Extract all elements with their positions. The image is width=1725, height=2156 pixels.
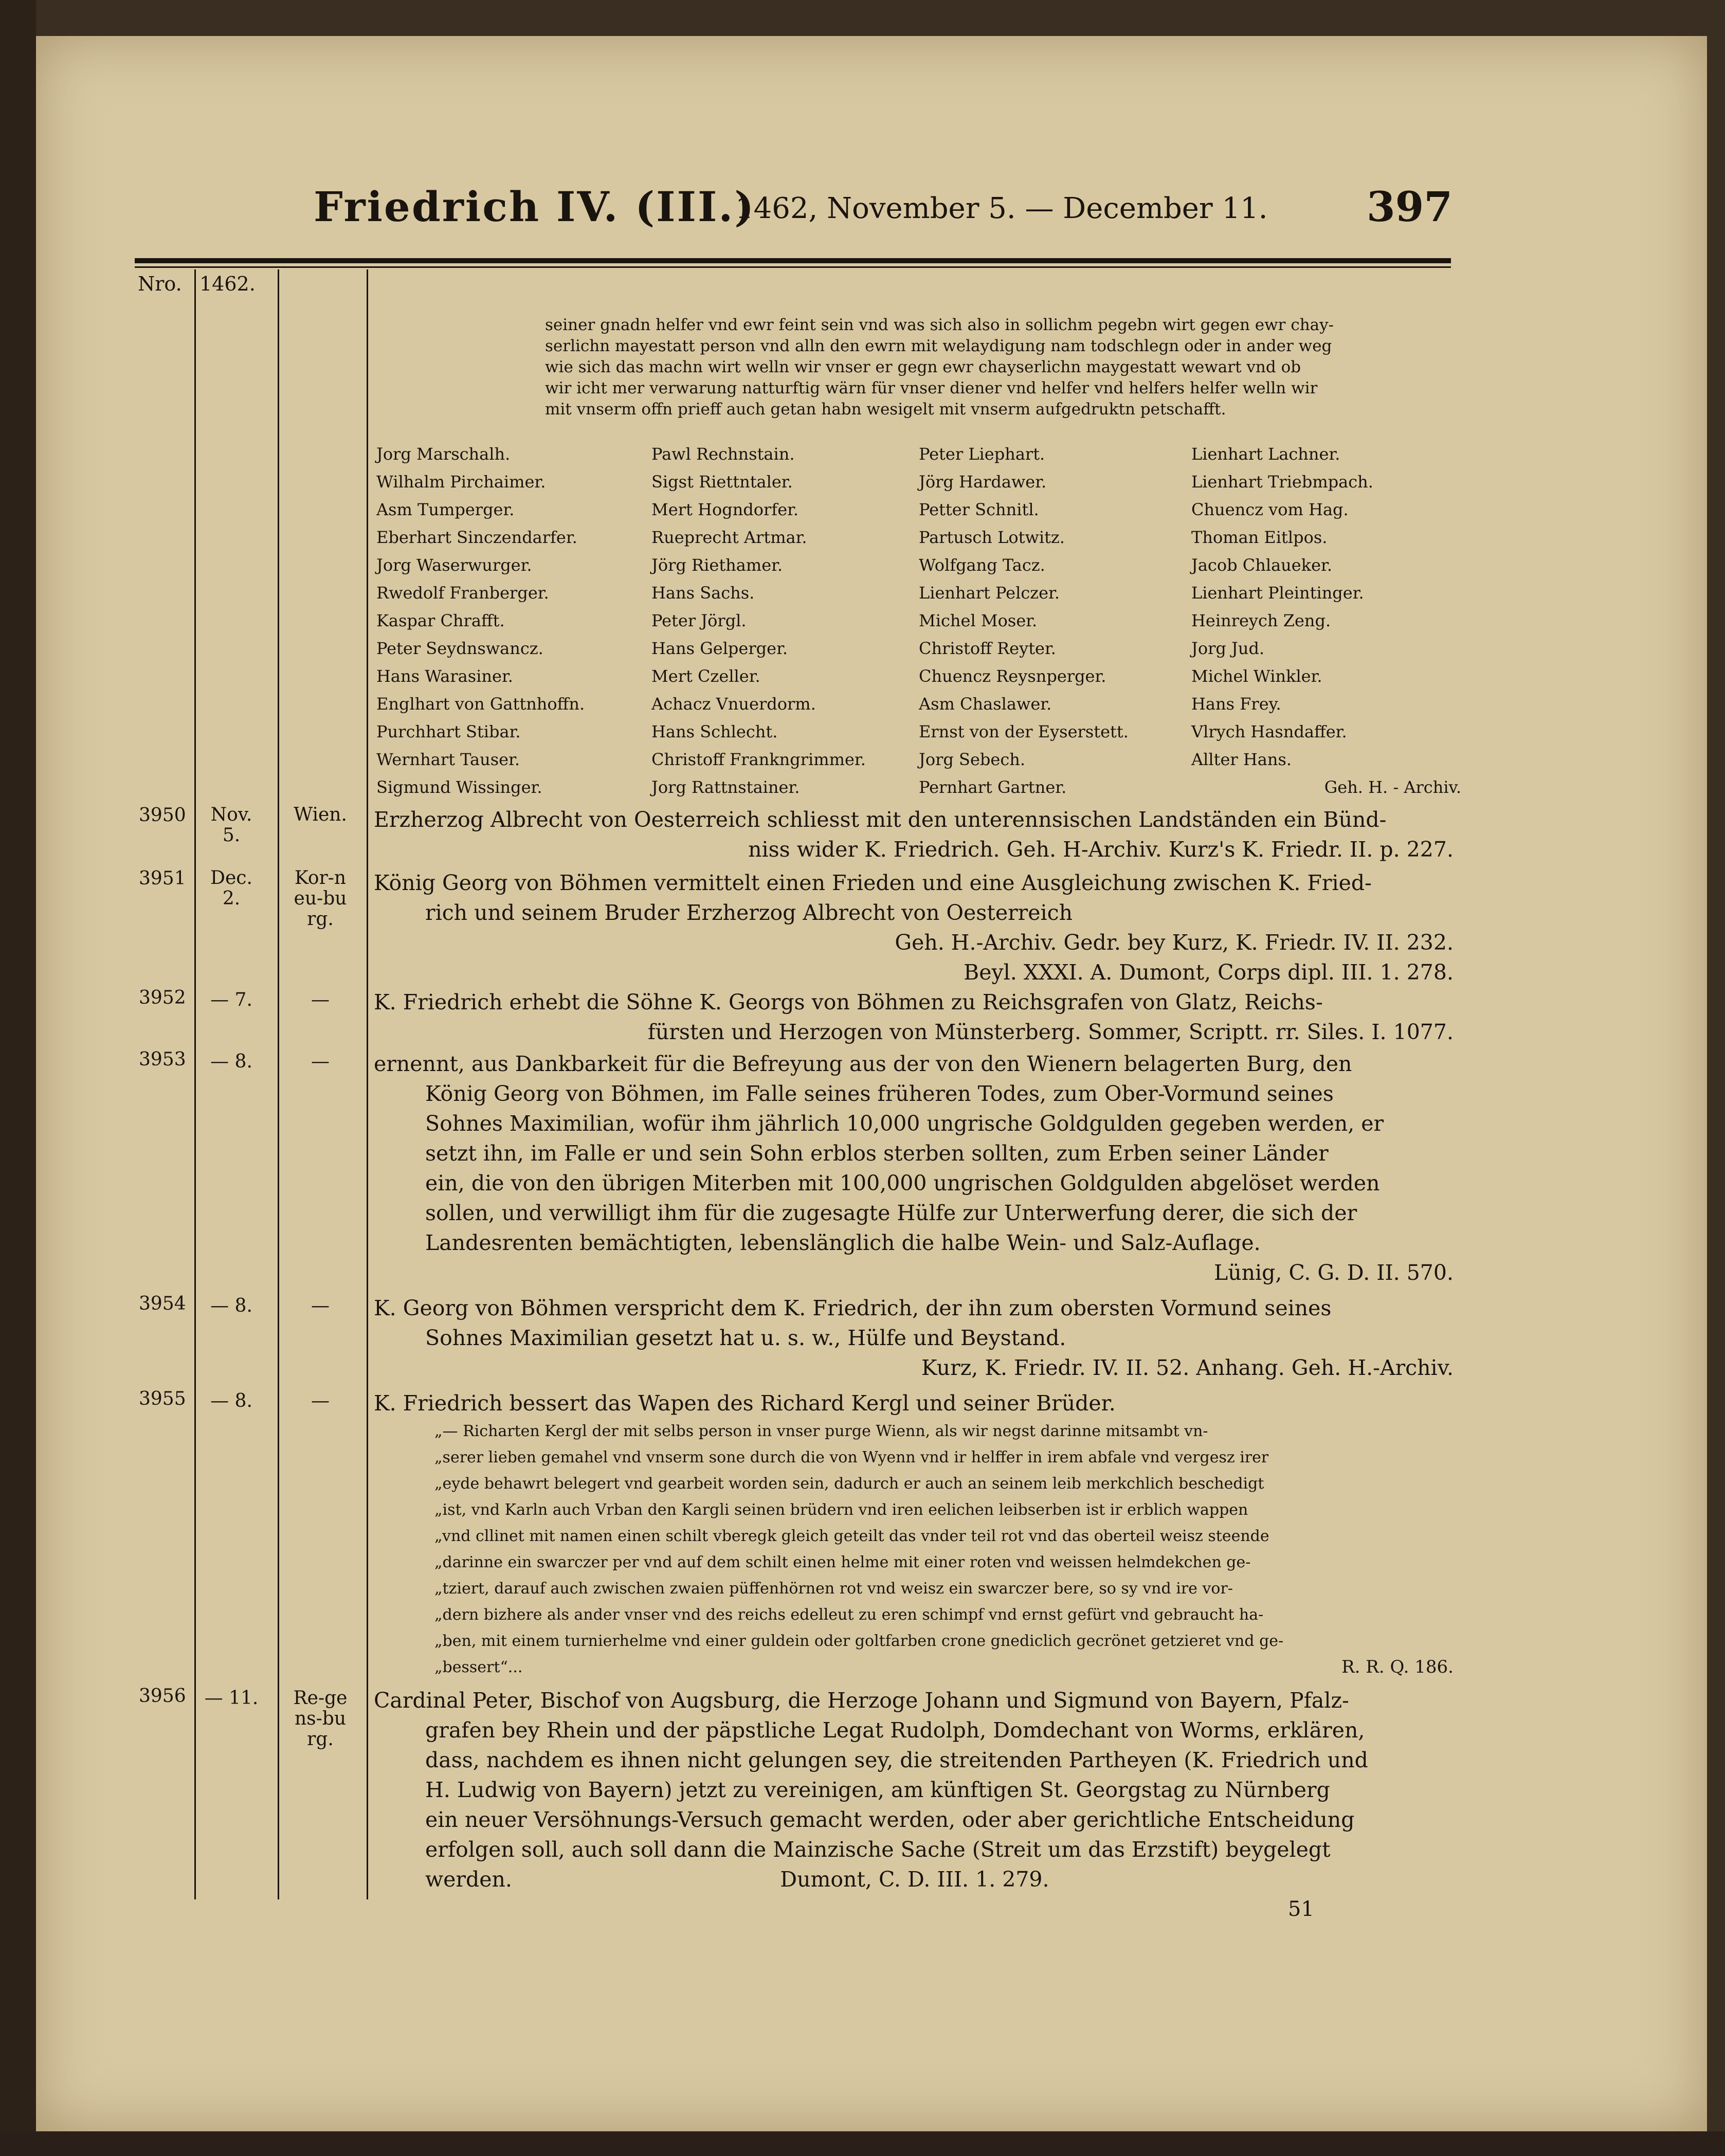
entry-text	[374, 1049, 1454, 1288]
signatory-name: Peter Seydnswancz.	[376, 639, 543, 658]
quote-line: „bessert“...	[434, 1658, 523, 1676]
entry-text	[374, 1293, 1454, 1383]
signatory-name: Allter Hans.	[1191, 750, 1292, 769]
signatory-row	[376, 583, 1461, 611]
entry-date: — 8.	[210, 1295, 252, 1316]
signatory-name: Christoff Frankngrimmer.	[651, 750, 866, 769]
signatory-name: Jorg Marschalh.	[376, 444, 511, 464]
signatory-name: Vlrych Hasndaffer.	[1191, 722, 1347, 741]
entry-place: —	[311, 1295, 330, 1316]
entry-line: ein neuer Versöhnungs-Versuch gemacht werden, oder aber gerichtliche Entscheidung	[425, 1807, 1355, 1832]
signatory-row	[376, 555, 1461, 583]
signatory-name: Mert Hogndorfer.	[651, 500, 799, 519]
column-header-year: 1462.	[199, 273, 256, 295]
signatory-name: Asm Chaslawer.	[919, 694, 1052, 714]
signatory-name: Michel Moser.	[919, 611, 1038, 630]
header-rule-thin	[135, 266, 1451, 268]
entry-line: Geh. H.-Archiv. Gedr. bey Kurz, K. Friedr. IV. II. 232.	[895, 930, 1454, 955]
signatory-name: Lienhart Pleintinger.	[1191, 583, 1364, 603]
quote-line: „dern bizhere als ander vnser vnd des reichs edelleut zu eren schimpf vnd ernst gefürt vnd gebraucht ha-	[434, 1606, 1264, 1624]
signatory-name: Heinreych Zeng.	[1191, 611, 1331, 630]
entry-line: niss wider K. Friedrich. Geh. H-Archiv. Kurz's K. Friedr. II. p. 227.	[748, 837, 1454, 862]
signatory-name: Hans Schlecht.	[651, 722, 778, 741]
book-spine	[0, 0, 36, 2156]
signatory-name: Kaspar Chrafft.	[376, 611, 505, 630]
signatory-row	[376, 666, 1461, 694]
signatory-row	[376, 694, 1461, 722]
excerpt-line: mit vnserm offn prieff auch getan habn wesigelt mit vnserm aufgedruktn petschafft.	[545, 400, 1226, 419]
signatory-row	[376, 777, 1461, 805]
signatory-name: Jacob Chlaueker.	[1191, 555, 1332, 575]
entry-line: König Georg von Böhmen, im Falle seines früheren Todes, zum Ober-Vormund seines	[425, 1081, 1334, 1106]
header-title: Friedrich IV. (III.)	[314, 183, 756, 231]
entry-number: 3950	[139, 805, 186, 826]
signatory-name: Lienhart Pelczer.	[919, 583, 1060, 603]
signatory-name: Achacz Vnuerdorm.	[651, 694, 816, 714]
signatories-list	[376, 444, 1461, 805]
quote-line: „eyde behawrt belegert vnd gearbeit worden sein, dadurch er auch an seinem leib merkchlich beschedigt	[434, 1475, 1264, 1493]
page-bottom-edge	[0, 2131, 1725, 2156]
entry-date: — 11.	[204, 1688, 259, 1709]
quote-line: „— Richarten Kergl der mit selbs person in vnser purge Wienn, als wir negst darinne mitsambt vn-	[434, 1422, 1208, 1440]
column-header-nr: Nro.	[138, 273, 182, 295]
quote-line: „vnd cllinet mit namen einen schilt vberegk gleich geteilt das vnder teil rot vnd das oberteil weisz steende	[434, 1527, 1269, 1545]
entry-text	[374, 987, 1454, 1047]
column-rule-1	[194, 269, 196, 1899]
signatory-name: Wolfgang Tacz.	[919, 555, 1045, 575]
signatory-row	[376, 611, 1461, 639]
excerpt-line: seiner gnadn helfer vnd ewr feint sein vnd was sich also in sollichm pegebn wirt gegen ewr chay-	[545, 316, 1334, 334]
signatory-name: Eberhart Sinczendarfer.	[376, 528, 577, 547]
entry-place: —	[311, 1390, 330, 1411]
entry-line: erfolgen soll, auch soll dann die Mainzische Sache (Streit um das Erzstift) beygelegt	[425, 1837, 1331, 1862]
entry-line: K. Georg von Böhmen verspricht dem K. Friedrich, der ihn zum obersten Vormund seines	[374, 1296, 1332, 1320]
entry-line: K. Friedrich bessert das Wapen des Richard Kergl und seiner Brüder.	[374, 1391, 1116, 1416]
column-rule-3	[367, 269, 368, 1899]
signatory-row	[376, 472, 1461, 500]
header-dates: 1462, November 5. — December 11.	[735, 192, 1268, 225]
quote-line: „darinne ein swarczer per vnd auf dem schilt einen helme mit einer roten vnd weissen helmdekchen ge-	[434, 1553, 1251, 1571]
signatory-name: Lienhart Triebmpach.	[1191, 472, 1373, 492]
printer-signature: 51	[1288, 1897, 1314, 1921]
entry-date-month: Dec.	[210, 867, 252, 889]
signatory-name: Jorg Sebech.	[919, 750, 1026, 769]
quote-line: „serer lieben gemahel vnd vnserm sone durch die von Wyenn vnd ir helffer in irem abfale vnd vergesz irer	[434, 1448, 1269, 1466]
entry-line: rich und seinem Bruder Erzherzog Albrecht von Oesterreich	[425, 900, 1073, 925]
entry-number: 3952	[139, 987, 186, 1008]
signatory-name: Jorg Jud.	[1191, 639, 1265, 658]
entry-line: ein, die von den übrigen Miterben mit 100,000 ungrischen Goldgulden abgelöset werden	[425, 1171, 1380, 1195]
entry-date: — 8.	[210, 1390, 252, 1411]
signatory-name: Pernhart Gartner.	[919, 777, 1067, 797]
excerpt-line: wie sich das machn wirt welln wir vnser er gegn ewr chayserlichn maygestatt wewart vnd ob	[545, 358, 1301, 376]
quoted-document	[434, 1418, 1454, 1680]
entry-line: dass, nachdem es ihnen nicht gelungen sey, die streitenden Partheyen (K. Friedrich und	[425, 1748, 1368, 1772]
signatory-name: Lienhart Lachner.	[1191, 444, 1340, 464]
entry-line: werden. Dumont, C. D. III. 1. 279.	[425, 1867, 1049, 1892]
entry-date: — 8.	[210, 1051, 252, 1072]
entry-line: sollen, und verwilligt ihm für die zugesagte Hülfe zur Unterwerfung derer, die sich der	[425, 1201, 1357, 1225]
signatory-name: Rueprecht Artmar.	[651, 528, 807, 547]
signatory-name: Purchhart Stibar.	[376, 722, 521, 741]
signatory-name: Partusch Lotwitz.	[919, 528, 1065, 547]
entry-text	[374, 1686, 1454, 1894]
entry-place-text: Kor-neu-burg.	[294, 867, 347, 930]
entry-number: 3956	[139, 1686, 186, 1707]
signatory-name: Sigst Riettntaler.	[651, 472, 793, 492]
entry-date: — 7.	[210, 989, 252, 1010]
entry-line: Landesrenten bemächtigten, lebenslänglich die halbe Wein- und Salz-Auflage.	[425, 1230, 1261, 1255]
signatory-row	[376, 528, 1461, 555]
entry-number: 3951	[139, 868, 186, 889]
signatory-name: Geh. H. - Archiv.	[1324, 777, 1461, 797]
signatory-row	[376, 444, 1461, 472]
entry-date-month: Nov.	[210, 804, 252, 825]
column-rule-2	[278, 269, 279, 1899]
signatory-name: Mert Czeller.	[651, 666, 760, 686]
entry-line: grafen bey Rhein und der päpstliche Legat Rudolph, Domdechant von Worms, erklären,	[425, 1718, 1365, 1743]
entry-place: —	[311, 989, 330, 1010]
entry-source: R. R. Q. 186.	[1341, 1657, 1454, 1677]
signatory-name: Englhart von Gattnhoffn.	[376, 694, 585, 714]
signatory-name: Hans Sachs.	[651, 583, 755, 603]
signatory-name: Hans Gelperger.	[651, 639, 788, 658]
signatory-row	[376, 639, 1461, 666]
quote-line: „ben, mit einem turnierhelme vnd einer guldein oder goltfarben crone gnediclich gecrönet getzieret vnd ge-	[434, 1632, 1284, 1650]
entry-text	[374, 868, 1454, 987]
entry-line: Beyl. XXXI. A. Dumont, Corps dipl. III. 1. 278.	[964, 960, 1454, 985]
signatory-name: Sigmund Wissinger.	[376, 777, 542, 797]
entry-line: Cardinal Peter, Bischof von Augsburg, die Herzoge Johann und Sigmund von Bayern, Pfalz-	[374, 1688, 1349, 1713]
signatory-name: Thoman Eitlpos.	[1191, 528, 1328, 547]
entry-line: Erzherzog Albrecht von Oesterreich schliesst mit den unterennsischen Landständen ein Bünd-	[374, 807, 1387, 832]
entry-line: Kurz, K. Friedr. IV. II. 52. Anhang. Geh. H.-Archiv.	[921, 1355, 1454, 1380]
entry-line: ernennt, aus Dankbarkeit für die Befreyung aus der von den Wienern belagerten Burg, den	[374, 1052, 1352, 1076]
signatory-name: Jörg Hardawer.	[919, 472, 1047, 492]
signatory-name: Jörg Riethamer.	[651, 555, 783, 575]
entry-number: 3954	[139, 1293, 186, 1314]
entry-number: 3955	[139, 1388, 186, 1409]
signatory-name: Hans Warasiner.	[376, 666, 513, 686]
entry-place	[282, 1688, 359, 1750]
signatory-name: Peter Jörgl.	[651, 611, 747, 630]
quote-line: „tziert, darauf auch zwischen zwaien püffenhörnen rot vnd weisz ein swarczer bere, so sy vnd ire vor-	[434, 1580, 1233, 1598]
signatory-name: Christoff Reyter.	[919, 639, 1056, 658]
entry-place	[282, 868, 359, 930]
entry-date-day: 2.	[222, 888, 241, 909]
excerpt-line: serlichn mayestatt person vnd alln den ewrn mit welaydigung nam todschlegn oder in ander weg	[545, 337, 1332, 355]
entry-text	[374, 805, 1454, 864]
signatory-name: Pawl Rechnstain.	[651, 444, 795, 464]
page-number: 397	[1367, 183, 1452, 231]
entry-line: Lünig, C. G. D. II. 570.	[1213, 1260, 1454, 1285]
entry-line: setzt ihn, im Falle er und sein Sohn erblos sterben sollten, zum Erben seiner Länder	[425, 1141, 1329, 1166]
running-header	[314, 183, 1452, 234]
entry-line: Sohnes Maximilian gesetzt hat u. s. w., Hülfe und Beystand.	[425, 1326, 1066, 1350]
signatory-name: Petter Schnitl.	[919, 500, 1039, 519]
entry-number: 3953	[139, 1049, 186, 1070]
entry-text	[374, 1388, 1454, 1418]
quote-last-line	[434, 1654, 1454, 1680]
signatory-row	[376, 500, 1461, 528]
entry-line: Sohnes Maximilian, wofür ihm jährlich 10,000 ungrische Goldgulden gegeben werden, er	[425, 1111, 1384, 1136]
signatory-name: Asm Tumperger.	[376, 500, 515, 519]
entry-line: fürsten und Herzogen von Münsterberg. Sommer, Scriptt. rr. Siles. I. 1077.	[647, 1020, 1454, 1044]
signatory-name: Ernst von der Eyserstett.	[919, 722, 1129, 741]
entry-date-day: 5.	[222, 825, 241, 846]
entry-line: H. Ludwig von Bayern) jetzt zu vereinigen, am künftigen St. Georgstag zu Nürnberg	[425, 1778, 1330, 1802]
signatory-name: Michel Winkler.	[1191, 666, 1322, 686]
signatory-row	[376, 722, 1461, 750]
document-excerpt	[545, 315, 1455, 420]
entry-place-text: Re-gens-burg.	[293, 1688, 348, 1750]
signatory-name: Chuencz vom Hag.	[1191, 500, 1349, 519]
signatory-name: Chuencz Reysnperger.	[919, 666, 1106, 686]
signatory-name: Peter Liephart.	[919, 444, 1045, 464]
entry-place: —	[311, 1051, 330, 1072]
signatory-name: Rwedolf Franberger.	[376, 583, 549, 603]
entry-date	[198, 805, 265, 846]
excerpt-line: wir icht mer verwarung natturftig wärn für vnser diener vnd helfer vnd helfers helfer welln wir	[545, 379, 1318, 397]
signatory-name: Wilhalm Pirchaimer.	[376, 472, 546, 492]
header-rule-thick	[135, 258, 1451, 263]
signatory-name: Wernhart Tauser.	[376, 750, 520, 769]
entry-date	[198, 868, 265, 909]
signatory-name: Jorg Waserwurger.	[376, 555, 532, 575]
signatory-row	[376, 750, 1461, 777]
signatory-name: Jorg Rattnstainer.	[651, 777, 800, 797]
signatory-name: Hans Frey.	[1191, 694, 1281, 714]
entry-place: Wien.	[294, 804, 347, 825]
entry-line: König Georg von Böhmen vermittelt einen Frieden und eine Ausgleichung zwischen K. Fried-	[374, 871, 1372, 895]
quote-line: „ist, vnd Karln auch Vrban den Kargli seinen brüdern vnd iren eelichen leibserben ist ir erblich wappen	[434, 1501, 1248, 1519]
entry-line: K. Friedrich erhebt die Söhne K. Georgs von Böhmen zu Reichsgrafen von Glatz, Reichs-	[374, 990, 1323, 1014]
